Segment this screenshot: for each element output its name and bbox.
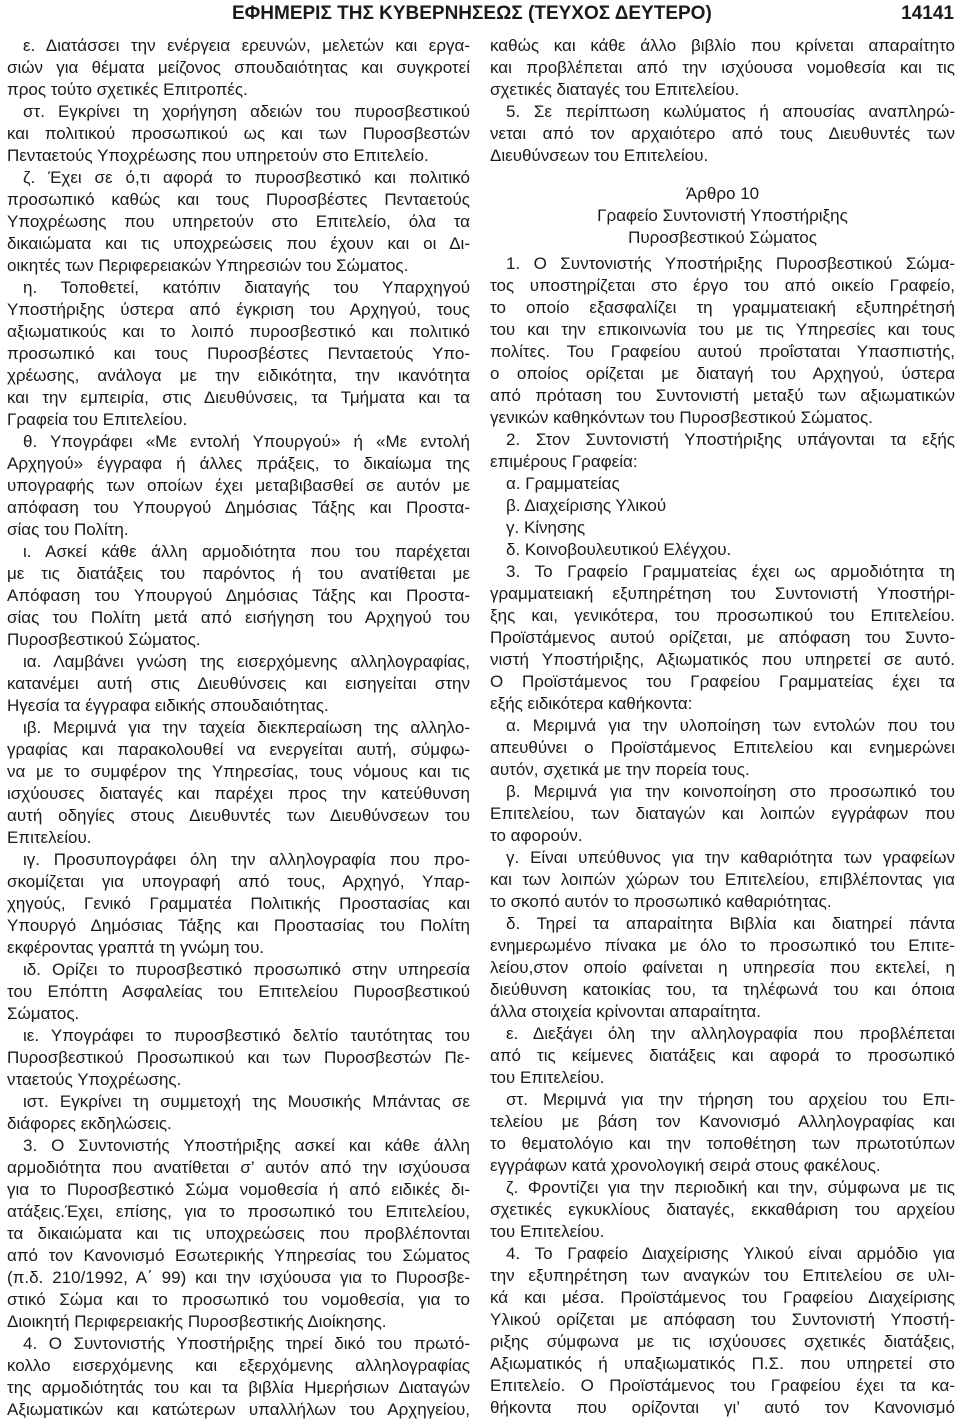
text-line: εκφέροντας γραπτά τη γνώμη του. (7, 938, 265, 957)
text-line: Υποχρέωσης που υπηρετούν στο Επιτελείο, όλα τα (7, 212, 470, 231)
text-line: αυτή οδηγίες στους Διευθυντές των Διευθύνσεων του (7, 806, 470, 825)
text-line: ισχύουσες διαταγές και παρέχει προς την κατεύθυνση (7, 784, 470, 803)
text-line: αρμοδιότητα που ανατίθεται σ’ αυτόν από την ισχύουσα (7, 1158, 470, 1177)
text-line: ο οποίος ορίζεται με διαταγή του Αρχηγού, ύστερα (490, 364, 955, 383)
paragraph (490, 495, 955, 517)
paragraph (7, 541, 470, 651)
text-line: το θεματολόγιο και την τοποθέτηση των πρωτοτύπων (490, 1134, 955, 1153)
text-line: δ. Κοινοβουλευτικού Ελέγχου. (506, 540, 732, 559)
text-line: του Επιτελείου. (490, 1222, 605, 1241)
text-line: προσωπικό καθώς και τους Πυροσβέστες Πενταετούς (7, 190, 470, 209)
text-line: κολλο εισερχόμενης και εξερχόμενης αλληλογραφίας (7, 1356, 470, 1375)
text-line: ε. Διατάσσει την ενέργεια ερευνών, μελετών και εργα- (23, 36, 470, 55)
paragraph (7, 277, 470, 431)
paragraph (490, 1023, 955, 1089)
text-line: Γραφεία του Επιτελείου. (7, 410, 188, 429)
paragraph (490, 913, 955, 1023)
text-line: ιβ. Μεριμνά για την ταχεία διεκπεραίωση της αλληλο- (23, 718, 470, 737)
text-line: διεύθυνση κατοικίας του, τα τηλέφωνά του και όποια (490, 980, 955, 999)
text-line: ατάξεις.Έχει, επίσης, για το προσωπικό του Επιτελείου, (7, 1202, 470, 1221)
text-line: για το Πυροσβεστικό Σώμα νομοθεσία ή από ειδικές δι- (7, 1180, 470, 1199)
text-line: σχετικές διαταγές του Επιτελείου. (490, 80, 740, 99)
paragraph (490, 715, 955, 781)
paragraph (7, 849, 470, 959)
text-line: θήκοντα που ορίζονται γι’ αυτό τον Κανονισμό (490, 1398, 955, 1417)
text-line: 2. Στον Συντονιστή Υποστήριξης υπάγονται τα εξής (506, 430, 955, 449)
text-line: τος υποστηρίζεται στο έργο του από οικείο Γραφείο, (490, 276, 955, 295)
text-line: χηγούς, Γενικό Γραμματέα Πολιτικής Προστασίας και (7, 894, 470, 913)
text-line: άλλα στοιχεία κρίνονται απαραίτητα. (490, 1002, 761, 1021)
text-line: Υποστήριξης ύστερα από έγκριση του Αρχηγού, τους (7, 300, 470, 319)
left-column (7, 35, 470, 1421)
text-line: γενικών καθηκόντων του Πυροσβεστικού Σώματος. (490, 408, 873, 427)
text-line: 5. Σε περίπτωση κωλύματος ή απουσίας αναπληρώ- (506, 102, 955, 121)
text-line: Επιτελείου. (7, 828, 92, 847)
text-line: του και την επικοινωνία του με τις Υπηρεσίες και τους (490, 320, 955, 339)
text-line: με τις διατάξεις του παρόντος ή του ανατίθεται με (7, 564, 470, 583)
paragraph (490, 561, 955, 715)
text-line: της αρμοδιότητάς του και τα βιβλία Ημερήσιων Διαταγών (7, 1378, 470, 1397)
paragraph (490, 1089, 955, 1177)
paragraph (490, 101, 955, 167)
text-line: νταετούς Υποχρέωσης. (7, 1070, 182, 1089)
paragraph (7, 167, 470, 277)
text-line: το σκοπό αυτόν το προσωπικό καθαριότητας. (490, 892, 832, 911)
paragraph (490, 1243, 955, 1419)
text-line: 3. Ο Συντονιστής Υποστήριξης ασκεί και κάθε άλλη (23, 1136, 470, 1155)
text-line: Αρχηγού» έγγραφα ή άλλες πράξεις, το δικαίωμα της (7, 454, 470, 473)
paragraph (7, 717, 470, 849)
text-line: Αξιωματικών και κατώτερων υπαλλήλων του Αρχηγείου, (7, 1400, 470, 1419)
text-line: υπογραφής των οποίων έχει μεταβιβασθεί σε αυτόν με (7, 476, 470, 495)
text-line: γραμματειακή εξυπηρέτηση του Συντονιστή Υποστήρι- (490, 584, 955, 603)
text-line: στικό Σώμα και το προσωπικό του νομοθεσία, για το (7, 1290, 470, 1309)
text-line: 4. Ο Συντονιστής Υποστήριξης τηρεί δικό του πρωτό- (23, 1334, 470, 1353)
text-line: γ. Είναι υπεύθυνος για την καθαριότητα των γραφείων (506, 848, 955, 867)
paragraph (7, 431, 470, 541)
text-line: εγγράφων κατά χρονολογική σειρά στους φακέλους. (490, 1156, 881, 1175)
text-line: στ. Εγκρίνει τη χορήγηση αδειών του πυροσβεστικού (23, 102, 470, 121)
text-line: στ. Μεριμνά για την τήρηση του αρχείου του Επι- (506, 1090, 955, 1109)
text-line: Ο Προϊστάμενος του Γραφείου Γραμματείας έχει τα (490, 672, 955, 691)
text-line: ι. Ασκεί κάθε άλλη αρμοδιότητα που του παρέχεται (23, 542, 470, 561)
text-line: και την εμπειρία, στις Διευθύνσεις, τα Τμήματα και τα (7, 388, 470, 407)
paragraph (490, 781, 955, 847)
text-line: Επιτελείο. Ο Προϊστάμενος του Γραφείου έχει τα κα- (490, 1376, 955, 1395)
text-line: και πολιτικού προσωπικού ως και των Πυροσβεστών (7, 124, 470, 143)
paragraph (7, 101, 470, 167)
text-line: διάφορες εκδηλώσεις. (7, 1114, 172, 1133)
text-line: αξιωματικούς και το λοιπό πυροσβεστικό και πολιτικό (7, 322, 470, 341)
text-line: από τον Κανονισμό Εσωτερικής Υπηρεσίας του Σώματος (7, 1246, 470, 1265)
text-line: προσωπικό και τους Πυροσβέστες Πενταετούς Υπο- (7, 344, 470, 363)
text-line: του Επιτελείου. (490, 1068, 605, 1087)
gazette-title: ΕΦΗΜΕΡΙΣ ΤΗΣ ΚΥΒΕΡΝΗΣΕΩΣ (ΤΕΥΧΟΣ ΔΕΥΤΕΡΟ) (232, 3, 712, 24)
text-line: από τις κείμενες διατάξεις και αφορά το προσωπικό (490, 1046, 955, 1065)
paragraph (490, 473, 955, 495)
text-line: να με το συμφέρον της Υπηρεσίας, τους νόμους και τις (7, 762, 470, 781)
article-heading (490, 183, 955, 249)
text-line: κατανέμει αυτή στις Διευθύνσεις και εισηγείται στην (7, 674, 470, 693)
text-line: Πυροσβεστικού Σώματος. (7, 630, 201, 649)
text-line: σίας του Πολίτη. (7, 520, 129, 539)
text-line: οικητές των Περιφερειακών Υπηρεσιών του Σώματος. (7, 256, 409, 275)
text-line: η. Τοποθετεί, κατόπιν διαταγής του Υπαρχηγού (23, 278, 470, 297)
article-title-line: Γραφείο Συντονιστή Υποστήριξης (597, 206, 848, 225)
paragraph (490, 35, 955, 101)
text-line: ιστ. Εγκρίνει τη συμμετοχή της Μουσικής Μπάντας σε (23, 1092, 470, 1111)
text-line: νιστή Υποστήριξης, Αξιωματικός που υπηρετεί σε αυτό. (490, 650, 955, 669)
text-line: Υλικού ορίζεται με απόφαση του Συντονιστή Υποστή- (490, 1310, 955, 1329)
text-line: σιών για θέματα μείζονος σπουδαιότητας και συγκροτεί (7, 58, 470, 77)
text-line: ιε. Υπογράφει το πυροσβεστικό δελτίο ταυτότητας του (23, 1026, 470, 1045)
text-line: β. Διαχείρισης Υλικού (506, 496, 667, 515)
text-line: ζ. Φροντίζει για την περιοδική και την, σύμφωνα με τις (506, 1178, 955, 1197)
text-line: σχετικές εγκυκλίους διαταγές, εκκαθάριση του αρχείου (490, 1200, 955, 1219)
text-line: ριξης σύμφωνα με τις ισχύουσες σχετικές διατάξεις, (490, 1332, 955, 1351)
text-line: α. Μεριμνά για την υλοποίηση των εντολών που του (506, 716, 955, 735)
text-line: 4. Το Γραφείο Διαχείρισης Υλικού είναι αρμόδιο για (506, 1244, 955, 1263)
paragraph (7, 959, 470, 1025)
text-line: από πρόταση του Συντονιστή μεταξύ των αξιωματικών (490, 386, 955, 405)
text-line: Πυροσβεστικού Προσωπικού και των Πυροσβεστών Πε- (7, 1048, 470, 1067)
text-line: Απόφαση του Υπουργού Δημόσιας Τάξης και Προστα- (7, 586, 470, 605)
text-line: ξης και, γενικότερα, του προσωπικού του Επιτελείου. (490, 606, 955, 625)
text-line: την εξυπηρέτηση των αναγκών του Επιτελείου σε υλι- (490, 1266, 955, 1285)
text-line: ε. Διεξάγει όλη την αλληλογραφία που προβλέπεται (506, 1024, 955, 1043)
article-title-line: Πυροσβεστικού Σώματος (628, 228, 817, 247)
text-line: και των λοιπών χώρων του Επιτελείου, επιβλέποντας για (490, 870, 955, 889)
text-line: 3. Το Γραφείο Γραμματείας έχει ως αρμοδιότητα τη (506, 562, 955, 581)
text-line: Πενταετούς Υποχρέωσης που υπηρετούν στο Επιτελείο. (7, 146, 429, 165)
text-line: 1. Ο Συντονιστής Υποστήριξης Πυροσβεστικού Σώμα- (506, 254, 955, 273)
text-line: ενημερωμένο πίνακα με όλο το προσωπικό του Επιτε- (490, 936, 955, 955)
text-line: και προβλέπεται από την ισχύουσα νομοθεσία και τις (490, 58, 955, 77)
text-line: σκομίζεται για υπογραφή από τους, Αρχηγό, Υπαρ- (7, 872, 470, 891)
paragraph (7, 1091, 470, 1135)
text-line: εξής ειδικότερα καθήκοντα: (490, 694, 693, 713)
paragraph (490, 429, 955, 473)
text-line: β. Μεριμνά για την κοινοποίηση στο προσωπικό του (506, 782, 955, 801)
text-line: απόφαση του Υπουργού Δημόσιας Τάξης και Προστα- (7, 498, 470, 517)
text-line: Σώματος. (7, 1004, 80, 1023)
text-line: Διευθύνσεων του Επιτελείου. (490, 146, 709, 165)
text-line: ζ. Έχει σε ό,τι αφορά το πυροσβεστικό και πολιτικό (23, 168, 470, 187)
paragraph (7, 1025, 470, 1091)
page-number: 14141 (901, 3, 954, 24)
paragraph (490, 847, 955, 913)
text-line: χρέωσης, ανάλογα με την ειδικότητα, την ικανότητα (7, 366, 470, 385)
text-line: τελείου με βάση τον Κανονισμό Αλληλογραφίας και (490, 1112, 955, 1131)
text-line: απευθύνει ο Προϊστάμενος Επιτελείου και ενημερώνει (490, 738, 955, 757)
text-line: Ηγεσία τα έγγραφα ειδικής σπουδαιότητας. (7, 696, 329, 715)
text-line: γ. Κίνησης (506, 518, 586, 537)
text-line: καθώς και κάθε άλλο βιβλίο που κρίνεται απαραίτητο (490, 36, 955, 55)
text-line: τα δικαιώματα και τις υποχρεώσεις που προβλέπονται (7, 1224, 470, 1243)
right-column-after-article (490, 253, 955, 1419)
text-line: του Επόπτη Ασφαλείας του Επιτελείου Πυροσβεστικού (7, 982, 470, 1001)
paragraph (7, 1135, 470, 1333)
text-line: το αφορούν. (490, 826, 583, 845)
paragraph (490, 539, 955, 561)
paragraph (7, 35, 470, 101)
text-line: ιδ. Ορίζει το πυροσβεστικό προσωπικό στην υπηρεσία (23, 960, 470, 979)
text-line: λείου,στον οποίο φαίνεται η υπηρεσία που εκτελεί, η (490, 958, 955, 977)
paragraph (490, 1177, 955, 1243)
text-line: Υπουργό Δημόσιας Τάξης και Προστασίας του Πολίτη (7, 916, 470, 935)
article-number: Άρθρο 10 (685, 184, 760, 203)
text-line: (π.δ. 210/1992, Α΄ 99) και την ισχύουσα για το Πυροσβε- (7, 1268, 470, 1287)
paragraph (7, 651, 470, 717)
text-line: αυτόν, σχετικά με την πορεία τους. (490, 760, 750, 779)
text-line: Διοικητή Περιφερειακής Πυροσβεστικής Διοίκησης. (7, 1312, 387, 1331)
paragraph (490, 253, 955, 429)
text-line: κά και μέσα. Προϊστάμενος του Γραφείου Διαχείρισης (490, 1288, 955, 1307)
text-line: επιμέρους Γραφεία: (490, 452, 638, 471)
text-line: προς τούτο σχετικές Επιτροπές. (7, 80, 248, 99)
text-line: ια. Λαμβάνει γνώση της εισερχόμενης αλληλογραφίας, (23, 652, 470, 671)
text-line: νεται από τον αρχαιότερο από τους Διευθυντές των (490, 124, 955, 143)
right-column (490, 35, 955, 1419)
paragraph (7, 1333, 470, 1421)
text-line: γραφίας και παρακολουθεί να ενεργείται αυτή, σύμφω- (7, 740, 470, 759)
right-column-before-article (490, 35, 955, 167)
text-line: θ. Υπογράφει «Με εντολή Υπουργού» ή «Με εντολή (23, 432, 470, 451)
text-line: Αξιωματικός ή υπαξιωματικός Π.Σ. που υπηρετεί στο (490, 1354, 955, 1373)
text-line: δικαιώματα και τις υποχρεώσεις που έχουν και οι Δι- (7, 234, 470, 253)
text-line: Προϊστάμενος αυτού ορίζεται, με απόφαση του Συντο- (490, 628, 955, 647)
text-line: πολίτες. Του Γραφείου αυτού προΐσταται Υπασπιστής, (490, 342, 955, 361)
paragraph (490, 517, 955, 539)
text-line: Επιτελείου, των διαταγών και λοιπών εγγράφων που (490, 804, 955, 823)
text-line: δ. Τηρεί τα απαραίτητα Βιβλία και διατηρεί πάντα (506, 914, 955, 933)
text-line: σίας του Πολίτη μετά από εισήγηση του Αρχηγού του (7, 608, 470, 627)
text-line: το οποίο εξασφαλίζει τη γραμματειακή εξυπηρέτησή (490, 298, 955, 317)
text-line: α. Γραμματείας (506, 474, 620, 493)
text-line: ιγ. Προσυπογράφει όλη την αλληλογραφία που προ- (23, 850, 470, 869)
